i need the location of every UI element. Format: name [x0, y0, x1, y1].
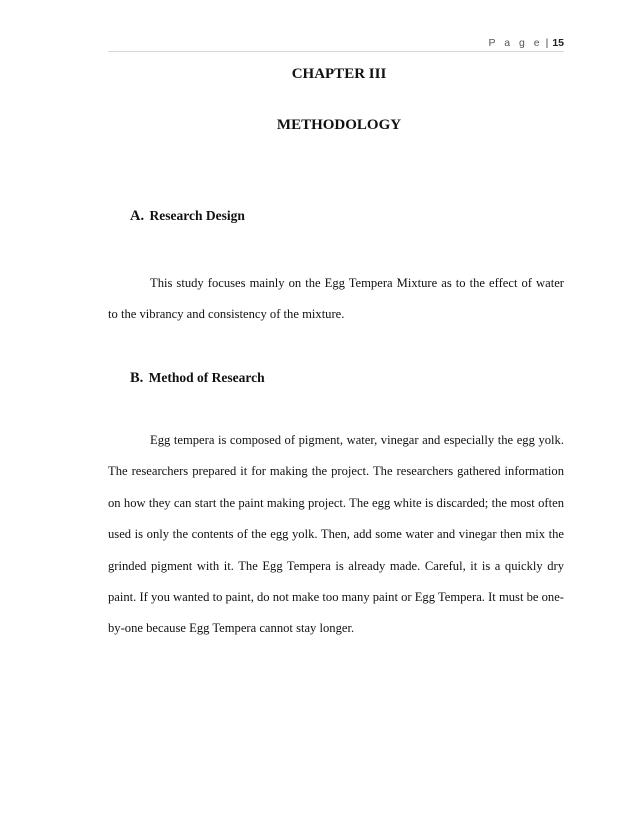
chapter-subtitle: METHODOLOGY	[276, 117, 402, 133]
section-title: Method of Research	[148, 370, 265, 385]
page-separator: |	[545, 37, 549, 49]
section-letter: B.	[130, 370, 144, 386]
page-number-header	[488, 37, 564, 49]
section-heading-research-design	[130, 208, 245, 225]
paragraph-research-design: This study focuses mainly on the Egg Tempera Mixture as to the effect of water to the vibrancy and consistency of the mixture.	[108, 276, 564, 322]
paragraph-method-of-research: Egg tempera is composed of pigment, water, vinegar and especially the egg yolk. The researchers prepared it for making the project. The researchers gathered information on how they can start the paint making project. The egg white is discarded; the most often used is only the contents of the egg yolk. Then, add some water and vinegar then mix the grinded pigment with it. The Egg Tempera is already made. Careful, it is a quickly dry paint. If you wanted to paint, do not make too many paint or Egg Tempera. It must be one-by-one because Egg Tempera cannot stay longer.	[108, 433, 565, 636]
section-heading-method-of-research	[130, 370, 265, 387]
header-rule	[108, 51, 564, 52]
section-title: Research Design	[149, 208, 245, 223]
page-label: P a g e	[488, 37, 543, 49]
page-number: 15	[552, 37, 564, 49]
chapter-title: CHAPTER III	[291, 66, 387, 82]
section-letter: A.	[130, 208, 145, 224]
